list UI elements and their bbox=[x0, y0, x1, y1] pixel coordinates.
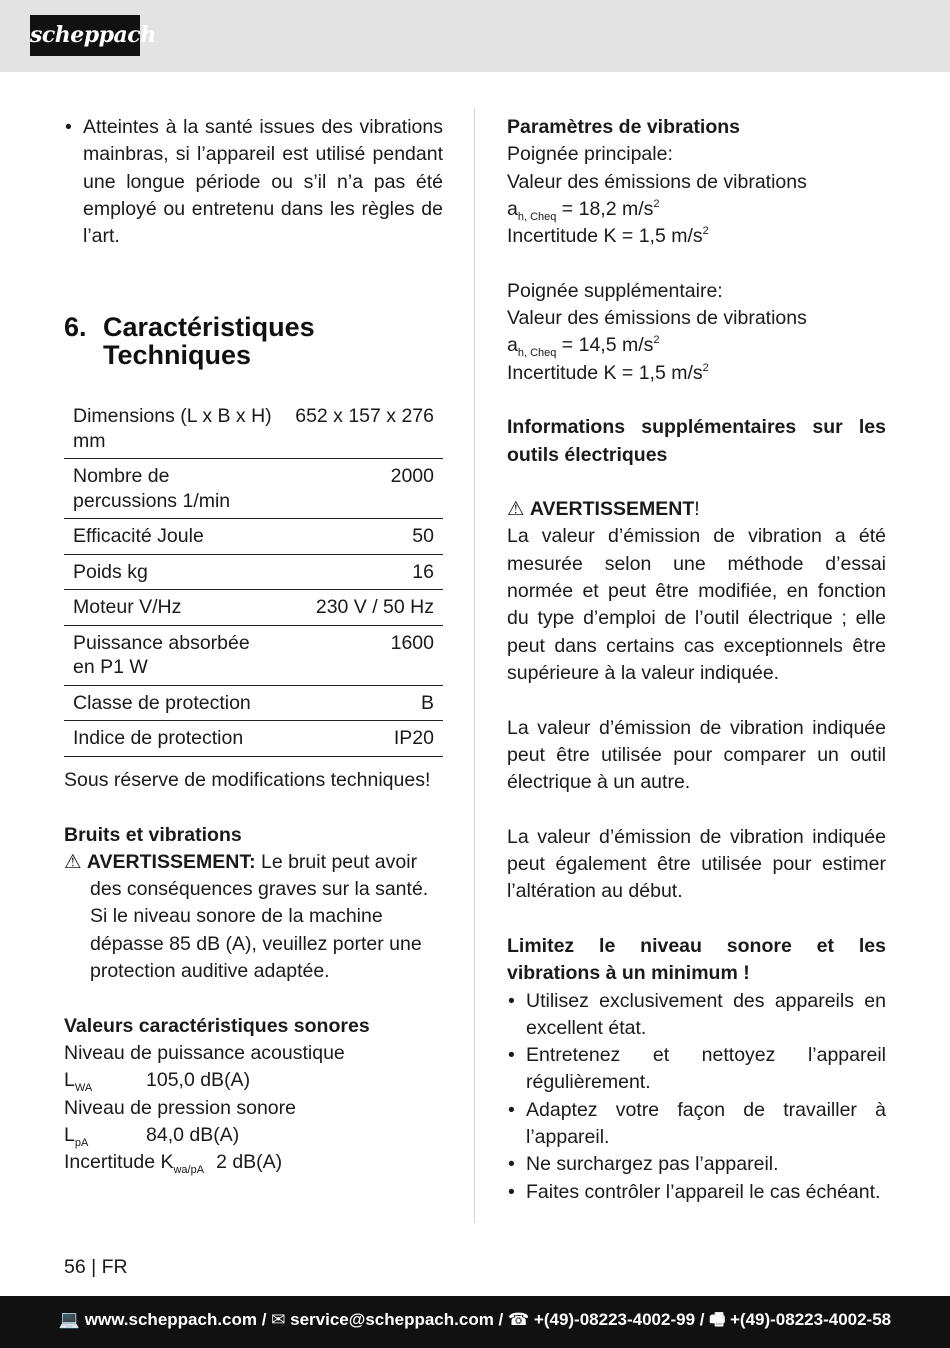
emission-label-aux: Valeur des émissions de vibrations bbox=[507, 307, 807, 330]
right-column bbox=[507, 114, 886, 1206]
spec-label: Dimensions (L x B x H) mm bbox=[64, 399, 282, 459]
intro-bullet-list bbox=[64, 114, 443, 250]
noise-warning-label: AVERTISSEMENT: bbox=[86, 850, 256, 873]
a-sub: h, Cheq bbox=[517, 210, 557, 223]
lwa-symbol: L bbox=[64, 1069, 75, 1092]
spec-label: Nombre de percussions 1/min bbox=[64, 459, 282, 519]
warning-label: AVERTISSEMENT bbox=[529, 498, 695, 521]
squared: 2 bbox=[653, 197, 660, 210]
squared: 2 bbox=[653, 334, 660, 347]
sound-heading: Valeurs caractéristiques sonores bbox=[64, 1014, 370, 1037]
aux-handle-label: Poignée supplémentaire: bbox=[507, 279, 723, 302]
lwa-sub: WA bbox=[74, 1082, 93, 1095]
uncert-value: 2 dB(A) bbox=[216, 1151, 283, 1174]
page-header bbox=[0, 0, 950, 72]
main-value: = 18,2 m/s bbox=[556, 197, 654, 220]
spec-label: Indice de protection bbox=[64, 721, 282, 757]
spec-value: 230 V / 50 Hz bbox=[282, 590, 443, 626]
spec-label: Classe de protection bbox=[64, 685, 282, 721]
lpa-row bbox=[64, 1122, 443, 1149]
info-heading: Informations supplémentaires sur les outils électriques bbox=[507, 416, 886, 466]
table-row bbox=[64, 685, 443, 721]
scheppach-logo: scheppach bbox=[30, 15, 140, 56]
list-item: • Ne surchargez pas l’appareil. bbox=[507, 1151, 886, 1178]
warning-icon: ⚠ bbox=[64, 850, 82, 873]
column-divider bbox=[474, 108, 475, 1223]
main-value-line bbox=[507, 196, 886, 223]
lpa-sub: pA bbox=[74, 1136, 89, 1149]
table-row bbox=[64, 625, 443, 685]
uncert-text: Incertitude K = 1,5 m/s bbox=[507, 361, 703, 384]
aux-value: = 14,5 m/s bbox=[556, 334, 654, 357]
vibration-paragraph-1: La valeur d’émission de vibration a été mesurée selon une méthode d’essai normée et peut être modifiée, en fonction du type d’emploi de l’outil électrique ; elle peut dans certains cas exceptionnels être supérieure à la valeur indiquée. bbox=[507, 525, 886, 684]
list-item: • Utilisez exclusivement des appareils en excellent état. bbox=[507, 988, 886, 1043]
aux-uncert-line bbox=[507, 360, 886, 387]
uncert-label: Incertitude K bbox=[64, 1151, 174, 1174]
spec-label: Efficacité Joule bbox=[64, 519, 282, 555]
warning-icon: ⚠ bbox=[507, 498, 525, 521]
page-footer: 💻 www.scheppach.com / ✉ service@scheppach.com / ☎ +(49)-08223-4002-99 / 🖷 +(49)-08223-4002-58 bbox=[0, 1296, 950, 1348]
sound-pressure-label: Niveau de pression sonore bbox=[64, 1096, 296, 1119]
limit-bullet-list bbox=[507, 988, 886, 1206]
left-column bbox=[64, 114, 443, 1176]
spec-value: 50 bbox=[282, 519, 443, 555]
vib-heading: Paramètres de vibrations bbox=[507, 116, 741, 138]
list-item: • Adaptez votre façon de travailler à l’appareil. bbox=[507, 1097, 886, 1152]
uncert-text: Incertitude K = 1,5 m/s bbox=[507, 225, 703, 248]
specs-table bbox=[64, 399, 443, 757]
uncert-sub: wa/pA bbox=[173, 1164, 205, 1177]
noise-warning bbox=[64, 849, 443, 985]
table-row bbox=[64, 721, 443, 757]
vibration-paragraph-3: La valeur d’émission de vibration indiquée peut également être utilisée pour estimer l’altération au début. bbox=[507, 825, 886, 903]
table-row bbox=[64, 519, 443, 555]
table-row bbox=[64, 459, 443, 519]
list-item: • Faites contrôler l’appareil le cas échéant. bbox=[507, 1179, 886, 1206]
limit-heading: Limitez le niveau sonore et les vibrations à un minimum ! bbox=[507, 934, 886, 985]
emission-label-main: Valeur des émissions de vibrations bbox=[507, 170, 807, 193]
squared: 2 bbox=[702, 361, 709, 374]
noise-warning-text: Le bruit peut avoir des conséquences graves sur la santé. Si le niveau sonore de la machine dépasse 85 dB (A), veuillez porter une protection auditive adaptée. bbox=[90, 850, 429, 983]
spec-value: B bbox=[282, 685, 443, 721]
vibration-paragraph-2: La valeur d’émission de vibration indiquée peut être utilisée pour comparer un outil électrique à un autre. bbox=[507, 716, 886, 794]
spec-label: Moteur V/Hz bbox=[64, 590, 282, 626]
table-row bbox=[64, 399, 443, 459]
lwa-row bbox=[64, 1067, 443, 1094]
spec-value: 16 bbox=[282, 554, 443, 590]
lpa-value: 84,0 dB(A) bbox=[146, 1123, 240, 1146]
aux-value-line bbox=[507, 332, 886, 359]
section-number: 6. bbox=[64, 312, 87, 343]
spec-value: IP20 bbox=[282, 721, 443, 757]
noise-heading: Bruits et vibrations bbox=[64, 823, 242, 846]
reserve-note: Sous réserve de modifications techniques! bbox=[64, 768, 431, 791]
spec-value: 2000 bbox=[282, 459, 443, 519]
table-row bbox=[64, 590, 443, 626]
warning-excl: ! bbox=[694, 498, 700, 521]
section-title: Caractéristiques Techniques bbox=[103, 312, 315, 371]
spec-value: 652 x 157 x 276 bbox=[282, 399, 443, 459]
main-handle-label: Poignée principale: bbox=[507, 143, 673, 166]
spec-value: 1600 bbox=[282, 625, 443, 685]
a-symbol: a bbox=[507, 197, 518, 220]
a-symbol: a bbox=[507, 334, 518, 357]
sound-power-label: Niveau de puissance acoustique bbox=[64, 1041, 345, 1064]
main-uncert-line bbox=[507, 223, 886, 250]
squared: 2 bbox=[702, 225, 709, 238]
a-sub: h, Cheq bbox=[517, 347, 557, 360]
section-heading bbox=[64, 313, 443, 369]
page-number: 56 | FR bbox=[64, 1256, 128, 1278]
list-item: • Entretenez et nettoyez l’appareil régulièrement. bbox=[507, 1042, 886, 1097]
spec-label: Poids kg bbox=[64, 554, 282, 590]
spec-label: Puissance absorbée en P1 W bbox=[64, 625, 282, 685]
warning-line bbox=[507, 496, 886, 523]
intro-bullet: • Atteintes à la santé issues des vibrations mainbras, si l’appareil est utilisé pendant une longue période ou s’il n’a pas été employé ou entretenu dans les règles de l’art. bbox=[64, 114, 443, 250]
uncert-row bbox=[64, 1149, 443, 1176]
table-row bbox=[64, 554, 443, 590]
lwa-value: 105,0 dB(A) bbox=[146, 1069, 251, 1092]
lpa-symbol: L bbox=[64, 1123, 75, 1146]
